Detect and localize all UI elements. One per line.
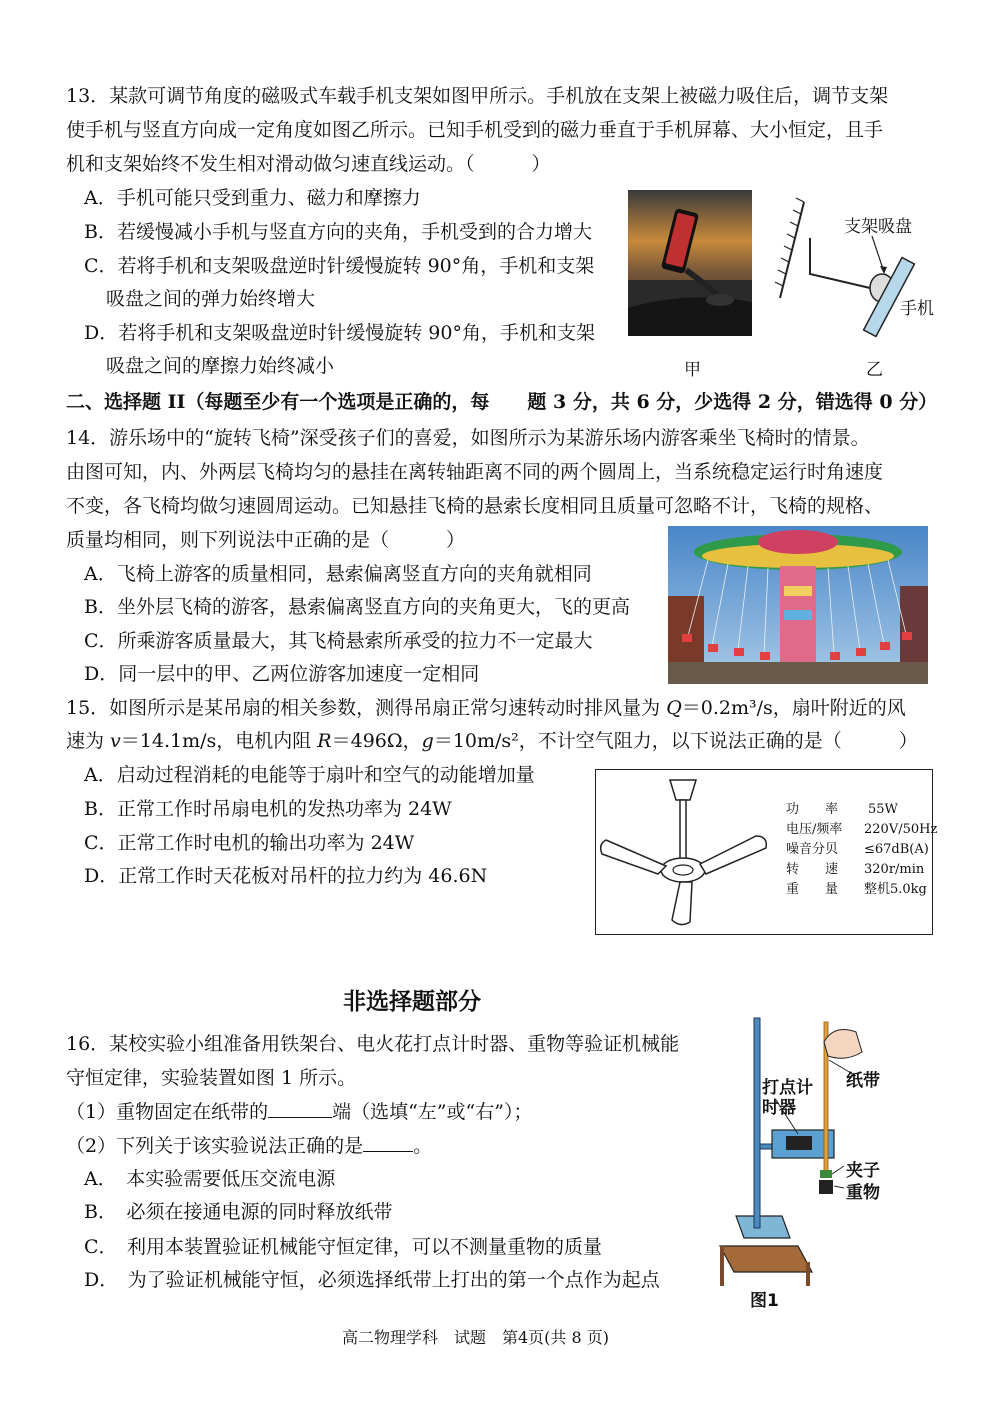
mount-label: 支架吸盘 xyxy=(844,217,912,237)
q13-stem-line3: 机和支架始终不发生相对滑动做匀速直线运动。（ ） xyxy=(66,153,551,175)
spec-label-2: 噪音分贝 xyxy=(786,842,839,857)
q15-stem-line1-start: 15．如图所示是某吊扇的相关参数，测得吊扇正常匀速转动时排风量为 xyxy=(66,697,667,719)
q16-part1-blank[interactable] xyxy=(268,1099,332,1118)
swing-ride-photo xyxy=(668,526,928,684)
q13-option-d-line2: 吸盘之间的摩擦力始终减小 xyxy=(106,355,335,377)
spec-value-3: 320r/min xyxy=(864,862,925,877)
q15-option-a: A．启动过程消耗的电能等于扇叶和空气的动能增加量 xyxy=(84,764,535,786)
ceiling-fan-drawing xyxy=(596,770,786,934)
q15-var-v: v xyxy=(110,730,121,752)
timer-label: 打点计 时器 xyxy=(762,1078,813,1118)
spec-value-1: 220V/50Hz xyxy=(864,822,938,837)
q13-stem-line2: 使手机与竖直方向成一定角度如图乙所示。已知手机受到的磁力垂直于手机屏幕、大小恒定，且手 xyxy=(66,119,884,141)
q15-stem-line2-b: ＝14.1m/s，电机内阻 xyxy=(120,730,318,752)
clip-label: 夹子 xyxy=(846,1161,880,1181)
spec-label-0: 功 率 xyxy=(786,802,839,817)
q14-option-b: B．坐外层飞椅的游客，悬索偏离竖直方向的夹角更大，飞的更高 xyxy=(84,596,630,618)
q13-option-a: A．手机可能只受到重力、磁力和摩擦力 xyxy=(84,187,421,209)
q15-option-b: B．正常工作时吊扇电机的发热功率为 24W xyxy=(84,798,452,820)
q15-var-g: g xyxy=(421,730,434,752)
iron-stand-apparatus xyxy=(716,1016,900,1286)
q16-part1 xyxy=(66,1099,532,1124)
q14-stem-line4: 质量均相同，则下列说法中正确的是（ ） xyxy=(66,529,466,551)
spec-value-2: ≤67dB(A) xyxy=(864,842,929,857)
spec-value-0: 55W xyxy=(868,802,898,817)
spec-label-3: 转 速 xyxy=(786,862,839,877)
q13-option-c-line1: C．若将手机和支架吸盘逆时针缓慢旋转 90°角，手机和支架 xyxy=(84,255,595,277)
q15-option-d: D．正常工作时天花板对吊杆的拉力约为 46.6N xyxy=(84,865,488,887)
weight-label: 重物 xyxy=(846,1183,880,1203)
phone-label: 手机 xyxy=(900,299,934,319)
q13-option-c-line2: 吸盘之间的弹力始终增大 xyxy=(106,288,316,310)
q16-option-d: D． 为了验证机械能守恒，必须选择纸带上打出的第一个点作为起点 xyxy=(84,1269,660,1291)
car-phone-mount-photo xyxy=(628,190,752,336)
spec-label-1: 电压/频率 xyxy=(786,822,843,837)
q16-part1-start: （1）重物固定在纸带的 xyxy=(66,1101,269,1123)
q16-part2-end: 。 xyxy=(413,1135,433,1157)
q15-option-c: C．正常工作时电机的输出功率为 24W xyxy=(84,832,415,854)
q14-stem-line3: 不变，各飞椅均做匀速圆周运动。已知悬挂飞椅的悬索长度相同且质量可忽略不计，飞椅的规格、 xyxy=(66,495,884,517)
q15-stem-line1-end: ＝0.2m³/s，扇叶附近的风 xyxy=(681,697,906,719)
q15-stem-line2-c: ＝496Ω， xyxy=(331,730,422,752)
q16-option-c: C． 利用本装置验证机械能守恒定律，可以不测量重物的质量 xyxy=(84,1236,603,1258)
q14-stem-line1: 14．游乐场中的“旋转飞椅”深受孩子们的喜爱，如图所示为某游乐场内游客乘坐飞椅时的情景。 xyxy=(66,427,870,449)
page-footer: 高二物理学科 试题 第4页(共 8 页) xyxy=(342,1328,610,1347)
q15-stem-line1 xyxy=(66,696,906,720)
figure-yi-caption: 乙 xyxy=(866,360,883,380)
q16-part2-start: （2）下列关于该实验说法正确的是 xyxy=(66,1135,364,1157)
q15-var-q: Q xyxy=(666,697,682,719)
q16-option-a: A． 本实验需要低压交流电源 xyxy=(84,1168,336,1190)
q15-stem-line2-d: ＝10m/s²，不计空气阻力，以下说法正确的是（ ） xyxy=(433,730,918,752)
tape-label: 纸带 xyxy=(846,1071,880,1091)
section-2-heading: 二、选择题 II（每题至少有一个选项是正确的，每 题 3 分，共 6 分，少选得 2 分，错选得 0 分） xyxy=(66,391,938,413)
q15-var-r: R xyxy=(317,730,332,752)
q15-stem-line2 xyxy=(66,729,918,753)
q14-option-a: A．飞椅上游客的质量相同，悬索偏离竖直方向的夹角就相同 xyxy=(84,563,592,585)
q16-part2 xyxy=(66,1133,432,1158)
spec-value-4: 整机5.0kg xyxy=(864,882,927,897)
q15-stem-line2-a: 速为 xyxy=(66,730,111,752)
q16-stem-line1: 16．某校实验小组准备用铁架台、电火花打点计时器、重物等验证机械能 xyxy=(66,1033,680,1055)
q13-stem-line1: 13．某款可调节角度的磁吸式车载手机支架如图甲所示。手机放在支架上被磁力吸住后，调节支架 xyxy=(66,85,889,107)
ceiling-fan-figure xyxy=(595,769,938,935)
q16-stem-line2: 守恒定律，实验装置如图 1 所示。 xyxy=(66,1067,357,1089)
non-choice-section-heading: 非选择题部分 xyxy=(343,988,481,1015)
q13-option-d-line1: D．若将手机和支架吸盘逆时针缓慢旋转 90°角，手机和支架 xyxy=(84,322,595,344)
spec-label-4: 重 量 xyxy=(786,882,839,897)
q14-stem-line2: 由图可知，内、外两层飞椅均匀的悬挂在离转轴距离不同的两个圆周上，当系统稳定运行时角速度 xyxy=(66,461,884,483)
figure-jia-caption: 甲 xyxy=(684,360,701,380)
figure-1-caption: 图1 xyxy=(750,1291,779,1311)
q16-part1-end: 端（选填“左”或“右”）； xyxy=(332,1101,533,1123)
q14-option-d: D．同一层中的甲、乙两位游客加速度一定相同 xyxy=(84,663,480,685)
q14-option-c: C．所乘游客质量最大，其飞椅悬索所承受的拉力不一定最大 xyxy=(84,630,593,652)
q13-option-b: B．若缓慢减小手机与竖直方向的夹角，手机受到的合力增大 xyxy=(84,221,592,243)
q16-option-b: B． 必须在接通电源的同时释放纸带 xyxy=(84,1201,393,1223)
q16-part2-blank[interactable] xyxy=(363,1133,413,1152)
